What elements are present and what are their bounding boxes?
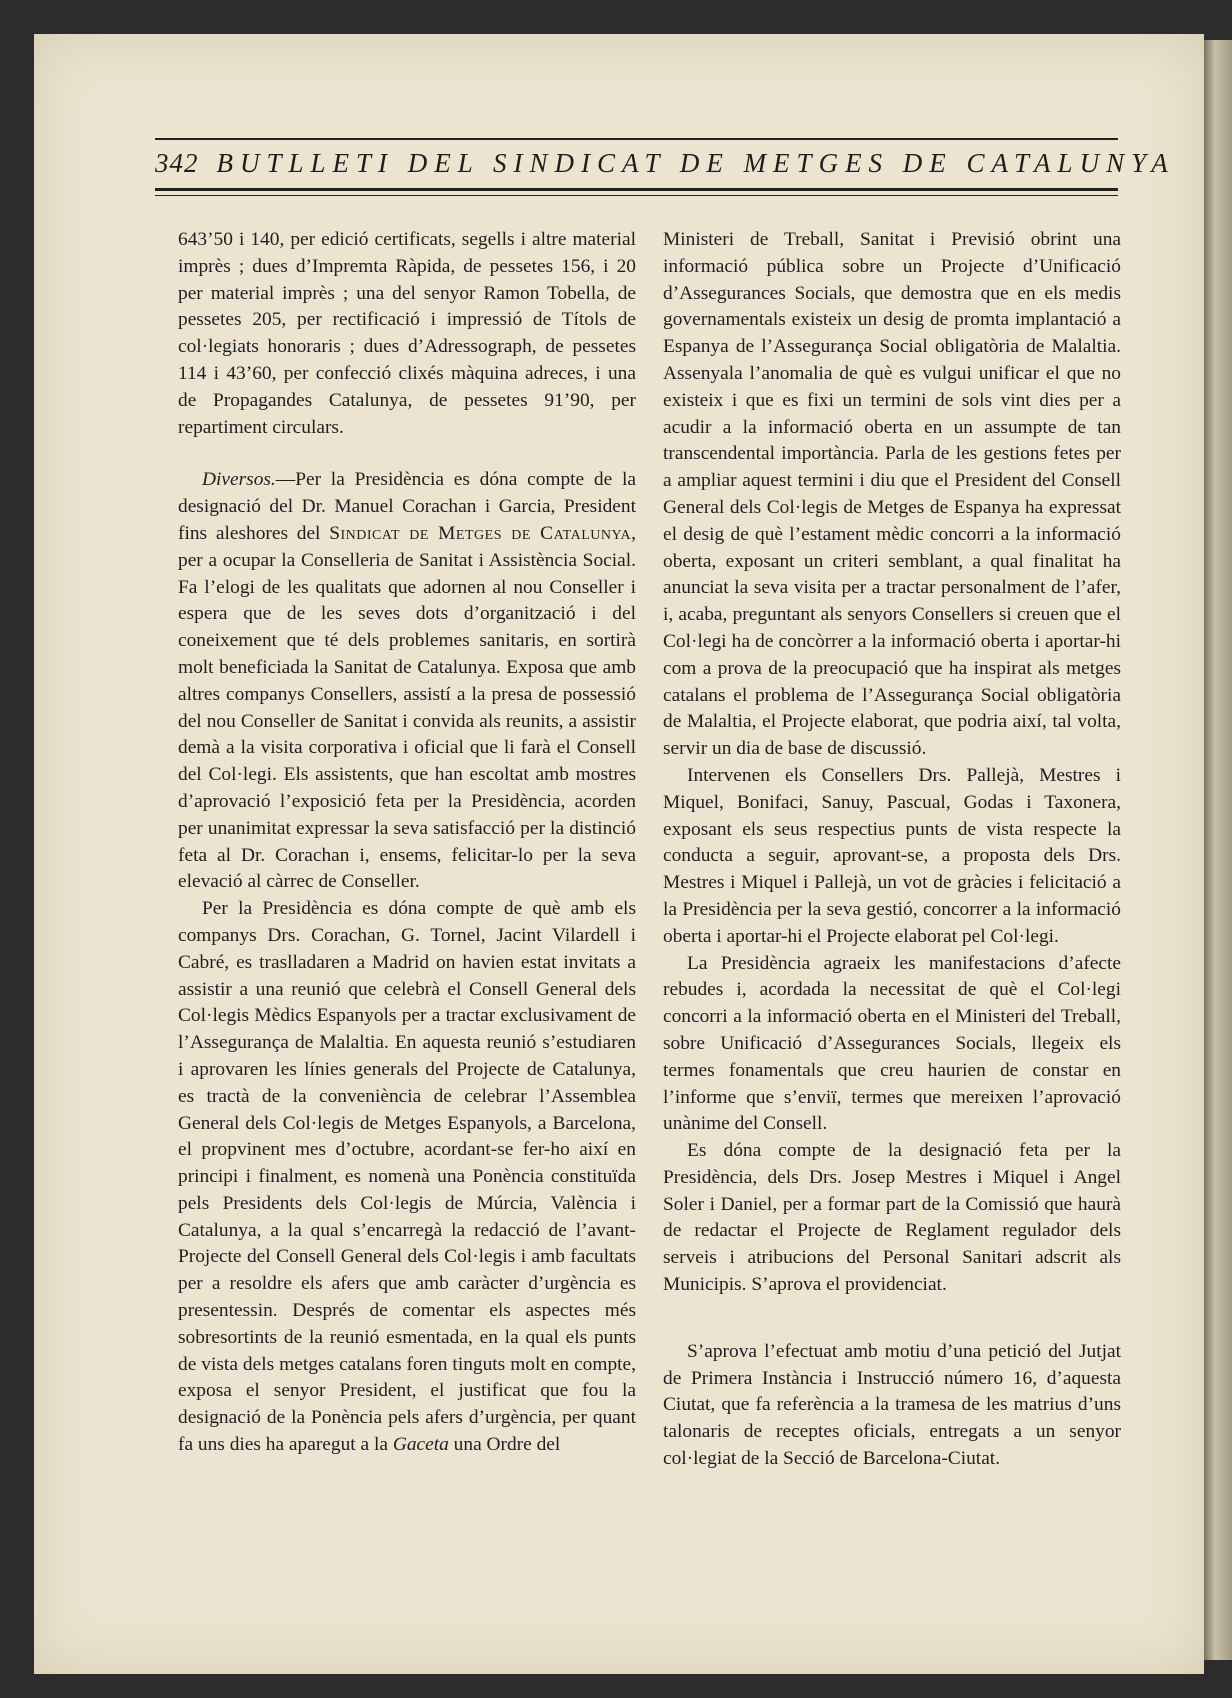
running-header [155, 138, 1175, 184]
paragraph-ministry: Ministeri de Treball, Sanitat i Previsió obrint una informació pública sobre un Projecte d’Unificació d’Assegurances Socials, que demostra que en els medis governamentals existeix un desig de promta implantació a Espanya de l’Assegurança Social obligatòria de Malaltia. Assenyala l’anomalia de què es vulgui unificar el que no existeix i que es fixi un termini de sols vint dies per a acudir a la informació oberta en un assumpte de tan transcendental importància. Parla de les gestions fetes per a ampliar aquest termini i diu que el President del Consell General dels Col·legis de Metges de Espanya ha expressat el desig de què l’estament mèdic concorri a la informació oberta, exposant un criteri semblant, a qual finalitat ha anunciat la seva visita per a tractar personalment de l’afer, i, acaba, preguntant als senyors Consellers si creuen que el Col·legi ha de concòrrer a la informació oberta i aportar-hi com a prova de la preocupació que ha inspirat als metges catalans el problema de l’Assegurança Social obligatòria de Malaltia, el Projecte elaborat, que podria així, tal volta, servir un dia de base de discussió. [663, 229, 1121, 760]
syndicate-name: Sindicat de Metges de Catalunya [329, 522, 632, 544]
paragraph-diversos: Diversos.—Per la Presidència es dóna compte de la designació del Dr. Manuel Corachan i Garcia, President fins aleshores del Sindicat de Metges de Catalunya, per a ocupar la Conselleria de Sanitat i Assistència Social. Fa l’elogi de les qualitats que adornen al nou Conseller i espera que de les seves dots d’organització i del coneixement que té dels problemes sanitaris, en sortirà molt beneficiada la Sanitat de Catalunya. Exposa que amb altres companys Consellers, assistí a la presa de possessió del nou Conseller de Sanitat i convida als reunits, a assistir demà a la visita corporativa i oficial que li farà el Consell del Col·legi. Els assistents, que han escoltat amb mostres d’aprovació l’exposició feta per la Presidència, acorden per unanimitat expressar la seva satisfacció per la distinció feta al Dr. Corachan i, ensems, felicitar-lo per la seva elevació al càrrec de Conseller. [178, 469, 636, 893]
page-number: 342 [155, 148, 199, 178]
header-rule-thin [155, 195, 1118, 196]
paragraph-madrid-meeting: Per la Presidència es dóna compte de què amb els companys Drs. Corachan, G. Tornel, Jacint Vilardell i Cabré, es traslladaren a Madrid on havien estat invitats a assistir a una reunió que celebrà el Consell General dels Col·legis Mèdics Espanyols per a tractar exclusivament de l’Assegurança de Malaltia. En aquesta reunió s’estudiaren i aprovaren les línies generals del Projecte de Catalunya, es tractà de la conveniència de celebrar l’Assemblea General dels Col·legis de Metges Espanyols, a Barcelona, el propvinent mes d’octubre, acordant-se fer-ho així en principi i finalment, es nomenà una Ponència constituïda pels Presidents dels Col·legis de Múrcia, València i Catalunya, a la qual s’encarregà la redacció de l’avant-Projecte del Consell General dels Col·legis i amb facultats per a resoldre els afers que amb caràcter d’urgència es presentessin. Després de comentar els aspectes més sobresortints de la reunió esmentada, en la qual els punts de vista dels metges catalans foren tinguts molt en compte, exposa el senyor President, el justificat que fou la designació de la Ponència pels afers d’urgència, per quant fa uns dies ha aparegut a la Gaceta una Ordre del [178, 898, 636, 1456]
journal-title: BUTLLETI DEL SINDICAT DE METGES DE CATALUNYA [216, 148, 1175, 178]
paragraph-councillors: Intervenen els Consellers Drs. Pallejà, Mestres i Miquel, Bonifaci, Sanuy, Pascual, Godas i Taxonera, exposant els seus respectius punts de vista respecte la conducta a seguir, aprovant-se, a proposta dels Drs. Mestres i Miquel i Pallejà, un vot de gràcies i felicitació a la Presidència per la seva gestió, concorrer a la informació oberta i aportar-hi el Projecte elaborat pel Col·legi. [663, 764, 1121, 947]
header-rule-thick [155, 188, 1118, 191]
section-label-diversos: Diversos. [202, 469, 276, 491]
gaceta-title: Gaceta [392, 1434, 449, 1456]
paragraph-expenses: 643’50 i 140, per edició certificats, segells i altre material imprès ; dues d’Impremta Ràpida, de pessetes 156, i 20 per material imprès ; una del senyor Ramon Tobella, de pessetes 205, per rectificació i impressió de Títols de col·legiats honoraris ; dues d’Adressograph, de pessetes 114 i 43’60, per confecció clixés màquina adreces, i una de Propagandes Catalunya, de pessetes 91’90, per repartiment circulars. [178, 229, 636, 438]
paragraph-court-request: S’aprova l’efectuat amb motiu d’una petició del Jutjat de Primera Instància i Instrucció número 16, d’aquesta Ciutat, que fa referència a la tramesa de les matrius d’uns talonaris de receptes oficials, entregats a un senyor col·legiat de la Secció de Barcelona-Ciutat. [663, 1340, 1121, 1470]
paragraph-commission: Es dóna compte de la designació feta per la Presidència, dels Drs. Josep Mestres i Miquel i Angel Soler i Daniel, per a formar part de la Comissió que haurà de redactar el Projecte de Reglament regulador dels serveis i atribucions del Personal Sanitari adscrit als Municipis. S’aprova el providenciat. [663, 1140, 1121, 1296]
paragraph-presidency-thanks: La Presidència agraeix les manifestacions d’afecte rebudes i, acordada la necessitat de què el Col·legi concorri a la informació oberta en el Ministeri del Treball, sobre Unificació d’Assegurances Socials, llegeix els termes fonamentals que creu haurien de constar en l’informe que s’enviï, termes que mereixen l’aprovació unànime del Consell. [663, 952, 1121, 1135]
right-column [663, 227, 1121, 1473]
adjacent-page-edge [1204, 40, 1232, 1660]
left-column [178, 227, 636, 1459]
